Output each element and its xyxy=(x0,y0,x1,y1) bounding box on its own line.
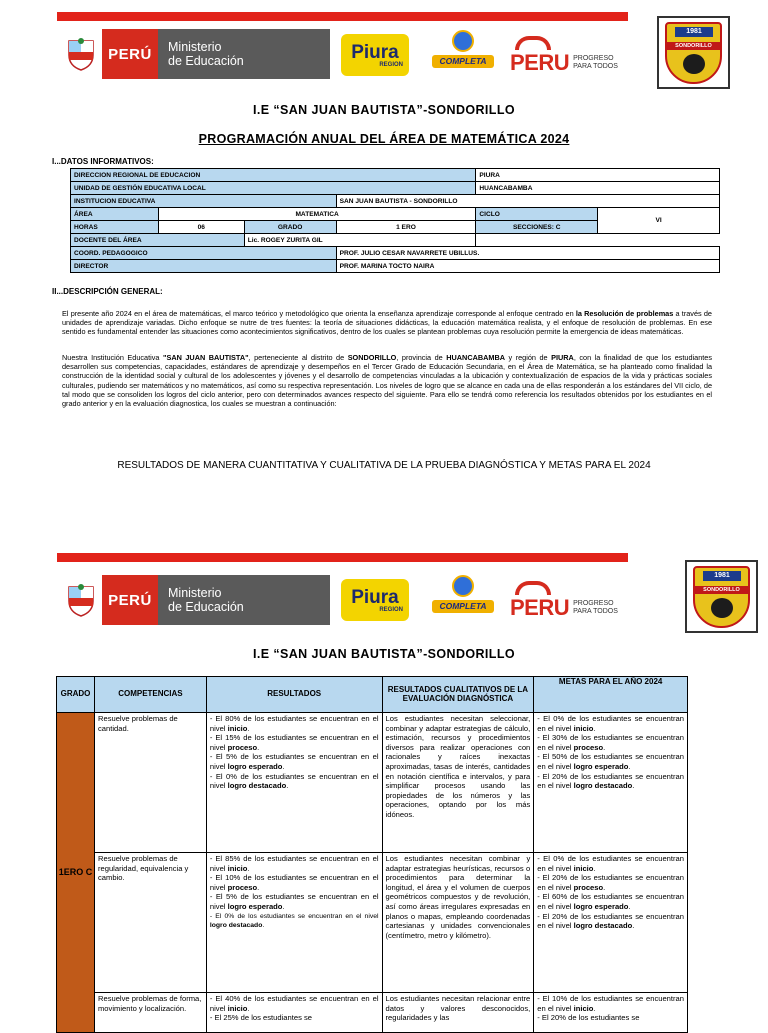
coord-label: COORD. PEDAGOGICO xyxy=(71,247,337,260)
results-title: RESULTADOS DE MANERA CUANTITATIVA Y CUALITATIVA DE LA PRUEBA DIAGNÓSTICA Y METAS PARA EL 2024 xyxy=(117,460,651,471)
table-row xyxy=(57,993,688,1033)
sun-icon xyxy=(452,30,474,52)
school-crest-logo xyxy=(657,16,730,89)
peru-shield-icon xyxy=(60,29,102,79)
table-row xyxy=(57,853,688,993)
area-label: ÁREA xyxy=(71,208,159,221)
competencia-cell: Resuelve problemas de regularidad, equivalencia y cambio. xyxy=(94,853,206,993)
header-competencias: COMPETENCIAS xyxy=(94,677,206,713)
table-row xyxy=(57,713,688,853)
school-crest-logo-2 xyxy=(685,560,758,633)
arc-icon xyxy=(515,581,551,595)
peru-shield-icon xyxy=(60,575,102,625)
secciones-label: SECCIONES: C xyxy=(476,221,598,234)
crest-shield-icon: 1981 SONDORILLO xyxy=(665,22,722,84)
grado-label: GRADO xyxy=(244,221,336,234)
horas-value: 06 xyxy=(158,221,244,234)
arc-icon xyxy=(515,36,551,50)
grade-cell: 1ERO C xyxy=(57,713,95,1033)
description-paragraph-2: Nuestra Institución Educativa "SAN JUAN BAUTISTA", perteneciente al distrito de SONDORILLO, provincia de HUANCABAMBA y región de PIURA, con la finalidad de que los estudiantes desarrollen sus competencias, capacidades, estándares de aprendizaje y desempeños en el Tercer Grado de Educación Secundaria, en el Área de Matemática, se ha planteado como finalidad la construcción de la identidad social y cultural de los adolescentes y jóvenes y el desarrollo de competencias vinculadas a la ubicación y contextualización de espacios de la vida y prácticas sociales culturales, pudiendo ser matemáticos y no matemáticos, así como su respectiva representación. Los niveles de logro que se alcance en cada una de ellas responderán a los estándares del VII ciclo, de tal modo que se consoliden los logros del ciclo anterior, pero con determinados avances respecto del siguiente. Para ello se tendrá como referencia los resultados obtenidos por los estudiantes en el grado anterior y en la evaluación diagnostica, los cuales se muestran a continuación: xyxy=(62,353,713,409)
school-title: I.E “SAN JUAN BAUTISTA”-SONDORILLO xyxy=(253,103,515,117)
resultados-cell: - El 80% de los estudiantes se encuentran en el nivel inicio. - El 15% de los estudiantes se encuentran en el nivel proceso. - El 5% de los estudiantes se encuentran en el nivel logro esperado. - El 0% de los estudiantes se encuentran en el nivel logro destacado. xyxy=(206,713,382,853)
ugel-value: HUANCABAMBA xyxy=(476,182,720,195)
dre-value: PIURA xyxy=(476,169,720,182)
jornada-completa-logo: COMPLETA xyxy=(432,30,494,72)
top-red-bar xyxy=(57,12,628,21)
header-metas: METAS PARA EL AÑO 2024 xyxy=(534,677,688,713)
piura-region-logo: Piura REGION xyxy=(341,34,409,76)
ugel-label: UNIDAD DE GESTIÓN EDUCATIVA LOCAL xyxy=(71,182,476,195)
area-value: MATEMATICA xyxy=(158,208,475,221)
program-title: PROGRAMACIÓN ANUAL DEL ÁREA DE MATEMÁTICA 2024 xyxy=(198,132,570,146)
ie-label: INSTITUCION EDUCATIVA xyxy=(71,195,337,208)
piura-region-logo-2: Piura REGION xyxy=(341,579,409,621)
director-value: PROF. MARINA TOCTO NAIRA xyxy=(336,260,719,273)
ciclo-label: CICLO xyxy=(476,208,598,221)
header-grado: GRADO xyxy=(57,677,95,713)
cualitativo-cell: Los estudiantes necesitan seleccionar, combinar y adaptar estrategias de cálculo, estimación, recursos y procedimientos diversos para realizar operaciones con racionales y raíces inexactas aproximadas, tasas de interés, cantidades en notación científica e intervalos, y para simplificar procesos usando las propiedades de los números y las operaciones, optando por los más idóneos. xyxy=(382,713,534,853)
ciclo-value: VI xyxy=(598,208,720,234)
section-datos-title: I...DATOS INFORMATIVOS: xyxy=(52,157,154,166)
horas-label: HORAS xyxy=(71,221,159,234)
minedu-logo xyxy=(60,29,330,79)
cualitativo-cell: Los estudiantes necesitan combinar y adaptar estrategias heurísticas, recursos o procedimientos para determinar la longitud, el área y el volumen de cuerpos geométricos compuestos y de revolución, así como áreas irregulares expresadas en planos o mapas, empleando coordenadas cartesianas y unidades convencionales (centímetro, metro y kilómetro). xyxy=(382,853,534,993)
docente-value: Lic. ROGEY ZURITA GIL xyxy=(244,234,476,247)
header-cualitativos: RESULTADOS CUALITATIVOS DE LA EVALUACIÓN DIAGNÓSTICA xyxy=(382,677,534,713)
top-red-bar-2 xyxy=(57,553,628,562)
crest-shield-icon: 1981 SONDORILLO xyxy=(693,566,750,628)
metas-cell: - El 0% de los estudiantes se encuentran en el nivel inicio. - El 30% de los estudiantes se encuentran en el nivel proceso. - El 50% de los estudiantes se encuentran en el nivel logro esperado. - El 20% de los estudiantes se encuentran en el nivel logro destacado. xyxy=(534,713,688,853)
minedu-logo-2 xyxy=(60,575,330,625)
coord-value: PROF. JULIO CESAR NAVARRETE UBILLUS. xyxy=(336,247,719,260)
competencia-cell: Resuelve problemas de cantidad. xyxy=(94,713,206,853)
info-table xyxy=(70,168,720,273)
peru-progreso-logo: PERU PROGRESO PARA TODOS xyxy=(510,34,618,74)
metas-cell: - El 10% de los estudiantes se encuentran en el nivel inicio. - El 20% de los estudiantes se xyxy=(534,993,688,1033)
cualitativo-cell: Los estudiantes necesitan relacionar entre datos y valores desconocidos, regularidades y las xyxy=(382,993,534,1033)
docente-label: DOCENTE DEL ÁREA xyxy=(71,234,245,247)
grado-value: 1 ERO xyxy=(336,221,476,234)
director-label: DIRECTOR xyxy=(71,260,337,273)
description-paragraph-1: El presente año 2024 en el área de matemáticas, el marco teórico y metodológico que orienta la enseñanza aprendizaje corresponde al enfoque centrado en la Resolución de problemas a través de unidades de aprendizaje variadas. Dicho enfoque se nutre de tres fuentes: la teoría de situaciones didácticas, la educación matemática realista, y el enfoque de resolución de problemas. En ese sentido es fundamental entender las situaciones como acontecimientos significativos, dentro de los cuales se plantean problemas cuya resolución permite la emergencia de ideas matemáticas. xyxy=(62,309,712,337)
resultados-cell: - El 85% de los estudiantes se encuentran en el nivel inicio. - El 10% de los estudiantes se encuentran en el nivel proceso. - El 5% de los estudiantes se encuentran en el nivel logro esperado. - El 0% de los estudiantes se encuentran en el nivel logro destacado. xyxy=(206,853,382,993)
results-table xyxy=(56,676,688,1033)
jornada-completa-logo-2: COMPLETA xyxy=(432,575,494,617)
peru-progreso-logo-2: PERU PROGRESO PARA TODOS xyxy=(510,579,618,619)
ministerio-label: Ministerio de Educación xyxy=(168,586,244,614)
sun-icon xyxy=(452,575,474,597)
resultados-cell: - El 40% de los estudiantes se encuentran en el nivel inicio. - El 25% de los estudiantes se xyxy=(206,993,382,1033)
section-descripcion-title: II...DESCRIPCIÓN GENERAL: xyxy=(52,287,163,296)
school-title-2: I.E “SAN JUAN BAUTISTA”-SONDORILLO xyxy=(253,647,515,661)
peru-label: PERÚ xyxy=(102,575,158,625)
ministerio-label: Ministerio de Educación xyxy=(168,40,244,68)
peru-label: PERÚ xyxy=(102,29,158,79)
ie-value: SAN JUAN BAUTISTA - SONDORILLO xyxy=(336,195,719,208)
header-resultados: RESULTADOS xyxy=(206,677,382,713)
dre-label: DIRECCION REGIONAL DE EDUCACION xyxy=(71,169,476,182)
competencia-cell: Resuelve problemas de forma, movimiento y localización. xyxy=(94,993,206,1033)
metas-cell: - El 0% de los estudiantes se encuentran en el nivel inicio. - El 20% de los estudiantes se encuentran en el nivel proceso. - El 60% de los estudiantes se encuentran en el nivel logro esperado. - El 20% de los estudiantes se encuentran en el nivel logro destacado. xyxy=(534,853,688,993)
